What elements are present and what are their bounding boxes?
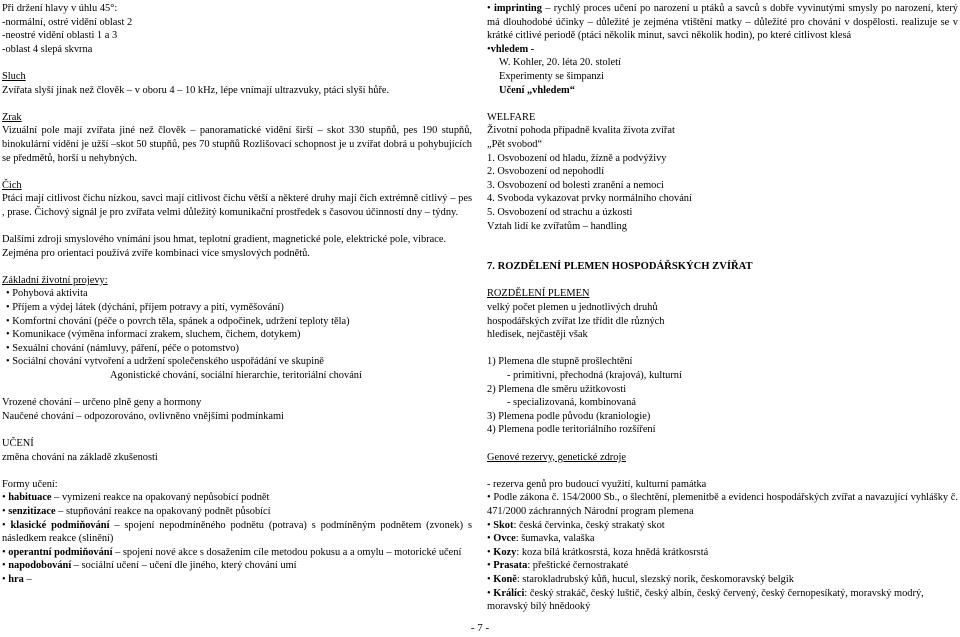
hearing-text: Zvířata slyší jinak než člověk – v oboru 4 – 10 kHz, lépe vnímají ultrazvuky, ptáci slyší hůře. xyxy=(2,84,390,96)
smell-title: Čich xyxy=(2,179,22,191)
breeds-intro-line: hospodářských zvířat lze třídit dle různých xyxy=(487,315,665,327)
hearing-title: Sluch xyxy=(2,70,26,82)
life-item: • Pohybová aktivita xyxy=(6,288,88,300)
vision-line: -neostré vidění oblasti 1 a 3 xyxy=(2,30,118,42)
freedom-item: 2. Osvobození od nepohodlí xyxy=(487,166,605,178)
division-item: 2) Plemena dle směru užitkovosti xyxy=(487,383,627,395)
five-freedoms-title: „Pět svobod“ xyxy=(487,138,543,150)
vision-line: -normální, ostré vidění oblast 2 xyxy=(2,16,133,28)
life-item: • Komunikace (výměna informací zrakem, sluchem, čichem, dotykem) xyxy=(6,329,301,341)
vhledem-quote: Učení „vhledem“ xyxy=(499,84,575,96)
vhledem-line: Experimenty se šimpanzi xyxy=(499,70,605,82)
breeds-intro-line: velký počet plemen u jednotlivých druhů xyxy=(487,302,658,314)
species-item: • Koně: starokladrubský kůň, hucul, slezský norik, českomoravský belgik xyxy=(487,573,794,585)
species-item: • Skot: česká červinka, český strakatý skot xyxy=(487,519,665,531)
left-column xyxy=(2,2,472,587)
learned-behaviour: Naučené chování – odpozorováno, ovlivněno vnějšími podmínkami xyxy=(2,410,284,422)
form-item: • hra – xyxy=(2,573,32,585)
freedom-item: 3. Osvobození od bolesti zranění a nemoci xyxy=(487,179,664,191)
life-item: • Příjem a výdej látek (dýchání, příjem potravy a pití, vyměšování) xyxy=(6,302,284,314)
handling-line: Vztah lidí ke zvířatům – handling xyxy=(487,220,627,232)
sight-title: Zrak xyxy=(2,111,22,123)
breeds-intro-line: hledisek, nejčastěji však xyxy=(487,329,588,341)
law-item: • Podle zákona č. 154/2000 Sb., o šlechtění, plemenitbě a evidenci hospodářských zvířat a navazující vyhlášky č. 471/2000 záchranných Národní program plemena xyxy=(487,492,958,517)
division-subitem: - specializovaná, kombinovaná xyxy=(507,397,636,409)
life-item-continuation: Agonistické chování, sociální hierarchie, teritoriální chování xyxy=(110,370,362,382)
learning-subtitle: změna chování na základě zkušenosti xyxy=(2,451,158,463)
breeds-title: ROZDĚLENÍ PLEMEN xyxy=(487,288,590,300)
other-senses-text: Dalšími zdroji smyslového vnímání jsou hmat, teplotní gradient, magnetické pole, elektrické pole, vibrace. xyxy=(2,234,447,246)
genetic-intro: - rezerva genů pro budoucí využití, kulturní památka xyxy=(487,478,707,490)
vision-line: Při držení hlavy v úhlu 45°: xyxy=(2,3,118,14)
life-title: Základní životní projevy: xyxy=(2,274,108,286)
form-item: • napodobování – sociální učení – učení dle jiného, který chování umí xyxy=(2,560,297,572)
welfare-title: WELFARE xyxy=(487,111,536,123)
vhledem-line: W. Kohler, 20. léta 20. století xyxy=(499,57,621,69)
form-item: • habituace – vymizení reakce na opakovaný nepůsobící podnět xyxy=(2,492,270,504)
division-item: 1) Plemena dle stupně prošlechtění xyxy=(487,356,633,368)
species-item: • Ovce: šumavka, valaška xyxy=(487,533,595,545)
right-column xyxy=(487,2,958,614)
learning-title: UČENÍ xyxy=(2,438,34,449)
freedom-item: 4. Svoboda vykazovat prvky normálního chování xyxy=(487,193,692,205)
freedom-item: 1. Osvobození od hladu, žízně a podvýživy xyxy=(487,152,667,164)
page-number: - 7 - xyxy=(470,622,490,634)
imprinting-item: • imprinting – rychlý proces učení po narození u ptáků a savců s dobře vyvinutými smysly po narození, který má dlouhodobé účinky – důležité je zejména vtištění matky – důležité pro chování v dospělosti. realizuje se v krátké citlivé periodě (ptáci několik minut, savci několik hodin), po které citlivost klesá xyxy=(487,3,958,42)
species-item: • Kozy: koza bílá krátkosrstá, koza hnědá krátkosrstá xyxy=(487,546,709,558)
vision-block xyxy=(2,2,472,56)
division-item: 3) Plemena podle původu (kraniologie) xyxy=(487,410,651,422)
species-item: • Králíci: český strakáč, český luštič, český albín, český červený, český černopesíkatý, moravský modrý, moravský bílý hnědooký xyxy=(487,587,924,613)
form-item: • klasické podmiňování – spojení nepodmíněného podnětu (potrava) s podmíněným podnětem (zvonek) s následkem reakce (slinění) xyxy=(2,519,472,545)
life-item: • Sociální chování vytvoření a udržení společenského uspořádání ve skupině xyxy=(6,356,324,368)
sight-text: Vizuální pole mají zvířata jiné než člověk – panoramatické vidění širší – skot 330 stupňů, pes 190 stupňů, binokulární vidění je užší –skot 50 stupňů, pes 70 stupňů Rozlišovací schopnost je u zvířat dobrá u pohybujících se předmětů, horší u nehybných. xyxy=(2,125,472,164)
life-item: • Sexuální chování (námluvy, páření, péče o potomstvo) xyxy=(6,342,239,354)
species-item: • Prasata: přeštické černostrakaté xyxy=(487,560,629,572)
division-subitem: - primitivní, přechodná (krajová), kulturní xyxy=(507,370,682,382)
forms-title: Formy učení: xyxy=(2,478,58,490)
vhledem-item: •vhledem - xyxy=(487,43,535,55)
innate-behaviour: Vrozené chování – určeno plně geny a hormony xyxy=(2,397,202,409)
form-item: • operantní podmiňování – spojení nové akce s dosažením cíle metodou pokusu a a omylu – motorické učení xyxy=(2,546,462,558)
division-item: 4) Plemena podle teritoriálního rozšíření xyxy=(487,424,656,436)
form-item: • senzitizace – stupňování reakce na opakovaný podnět působící xyxy=(2,505,271,517)
section-heading: 7. ROZDĚLENÍ PLEMEN HOSPODÁŘSKÝCH ZVÍŘAT xyxy=(487,261,753,273)
freedom-item: 5. Osvobození od strachu a úzkosti xyxy=(487,206,633,218)
genetic-title: Genové rezervy, genetické zdroje xyxy=(487,451,626,463)
welfare-definition: Životní pohoda případně kvalita života zvířat xyxy=(487,125,675,137)
vision-line: -oblast 4 slepá skvrna xyxy=(2,43,93,55)
orientation-text: Zejména pro orientaci používá zvíře kombinaci více smyslových podnětů. xyxy=(2,247,310,259)
smell-text: Ptáci mají citlivost čichu nízkou, savci mají citlivost čichu větší a některé druhy mají čich extrémně citlivý – pes , prase. Čichový signál je pro zvířata velmi důležitý komunikační prostředek s časovou účinností dny – týdny. xyxy=(2,193,472,218)
life-item: • Komfortní chování (péče o povrch těla, spánek a odpočinek, udržení teploty těla) xyxy=(6,315,350,327)
